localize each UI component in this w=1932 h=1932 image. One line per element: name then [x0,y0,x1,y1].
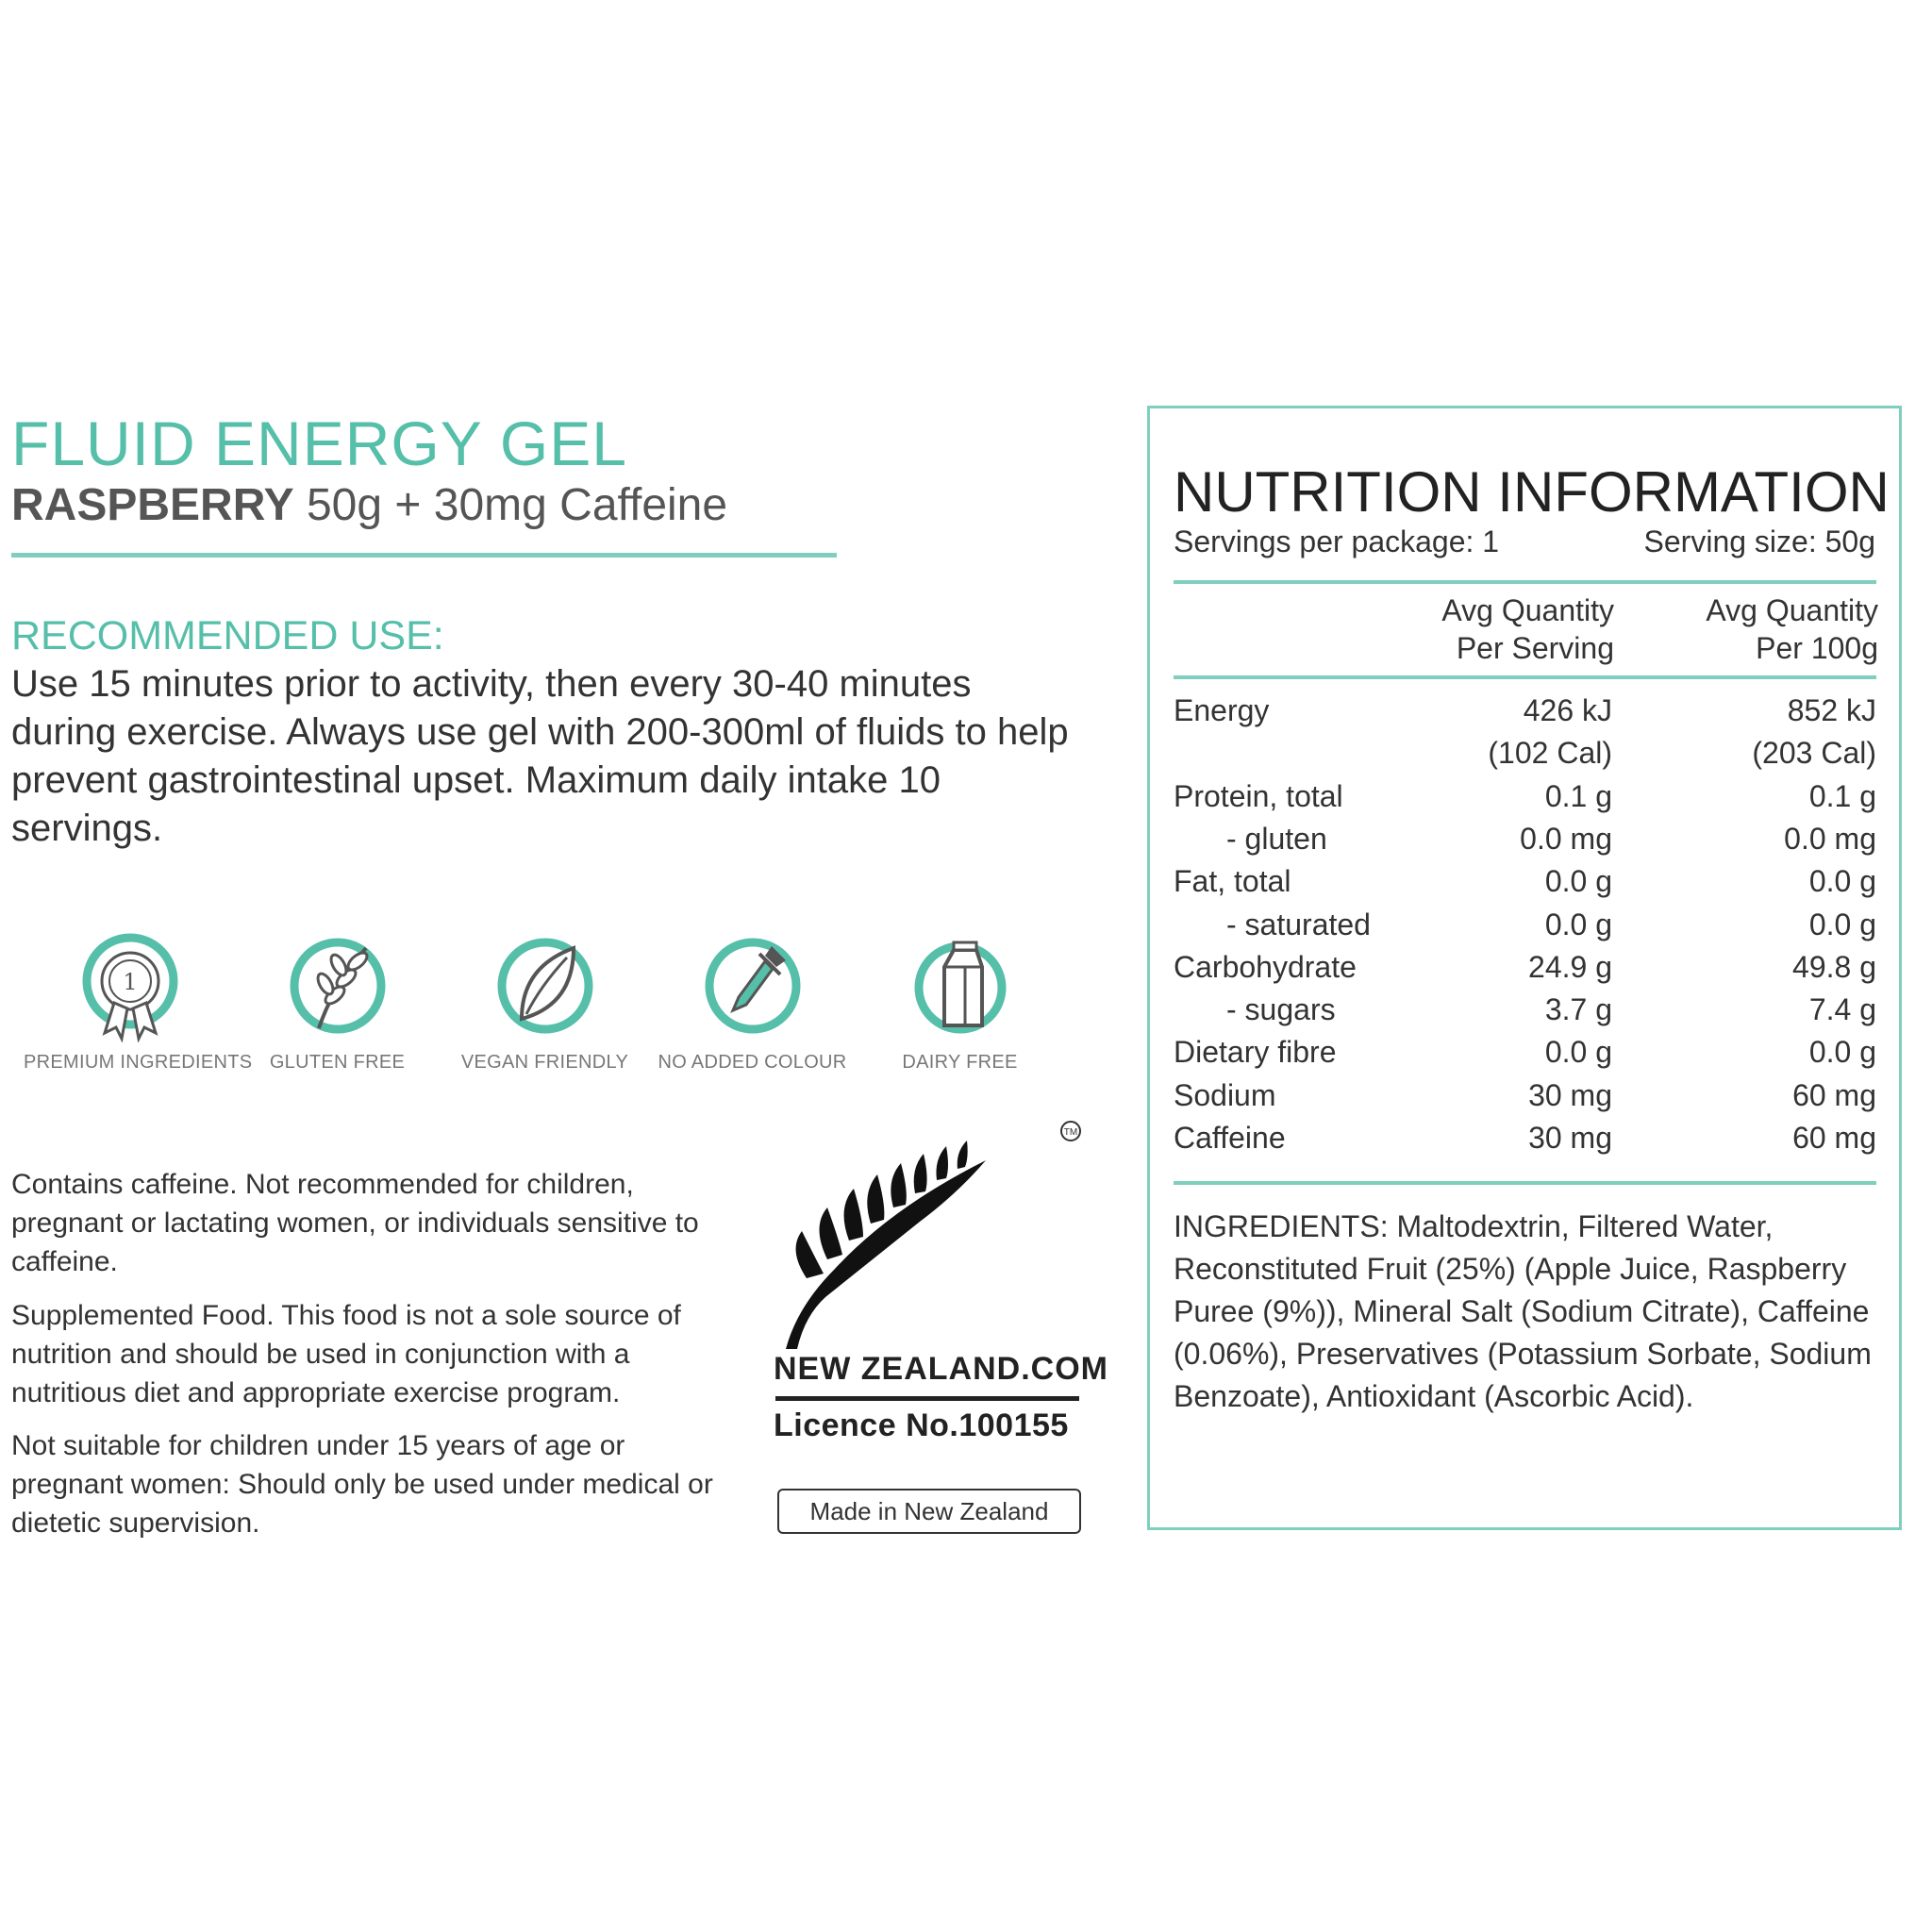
nutrition-divider-bottom [1174,1181,1876,1185]
dropper-icon [691,929,814,1042]
col2-line2: Per 100g [1756,631,1878,665]
per-serving-value: 0.0 g [1544,1035,1612,1070]
per-serving-value: 0.0 g [1544,864,1612,899]
table-row [1174,1035,1876,1077]
nutrition-divider-header [1174,675,1876,679]
per-serving-value: 426 kJ [1523,693,1612,727]
made-in-nz-badge: Made in New Zealand [777,1489,1081,1534]
recommended-use-heading: RECOMMENDED USE: [11,613,444,658]
per-100g-value: 0.1 g [1808,778,1876,813]
per-100g-value: 0.0 g [1808,864,1876,899]
award-ribbon-icon [69,929,192,1042]
warning-supplemented-food: Supplemented Food. This food is not a sole source of nutrition and should be used in conjunction with a nutritious diet and appropriate exercise program. [11,1300,681,1408]
badge-vegan [439,929,651,1074]
product-title: FLUID ENERGY GEL [11,408,627,478]
col-header-per-serving [1441,591,1614,667]
recommended-use-text: Use 15 minutes prior to activity, then every 30-40 minutes during exercise. Always use gel with 200-300ml of fluids to help prevent gastrointestinal upset. Maximum daily intake 10 servings. [11,663,1069,849]
nutrient-label: Caffeine [1174,1121,1286,1155]
per-100g-value: 0.0 mg [1784,821,1876,856]
svg-text:1: 1 [122,969,138,995]
table-row [1174,822,1876,864]
size-caffeine-label: 50g + 30mg Caffeine [306,480,728,530]
servings-per-package: Servings per package: 1 [1174,525,1500,558]
fern-logo [769,1118,1090,1354]
badge-label: NO ADDED COLOUR [658,1052,847,1073]
nutrient-label: Dietary fibre [1174,1035,1337,1070]
product-subtitle [11,479,727,531]
nutrient-label: - gluten [1226,821,1327,856]
per-serving-value: 30 mg [1528,1077,1612,1112]
trademark-mark: TM [1063,1127,1078,1138]
leaf-icon [484,929,607,1042]
flavour-label: RASPBERRY [11,480,294,530]
badge-label: DAIRY FREE [902,1052,1018,1073]
nutrient-label: - sugars [1226,992,1336,1027]
table-row [1174,693,1876,736]
table-row [1174,950,1876,992]
badge-no-colour [646,929,858,1074]
nutrition-title: NUTRITION INFORMATION [1174,460,1890,524]
ingredients-text: INGREDIENTS: Maltodextrin, Filtered Water, Reconstituted Fruit (25%) (Apple Juice, Raspberry Puree (9%)), Mineral Salt (Sodium Citrate), Caffeine (0.06%), Preservatives (Potassium Sorbate, Sodium Benzoate), Antioxidant (Ascorbic Acid). [1174,1209,1872,1413]
table-row [1174,908,1876,950]
per-serving-value: (102 Cal) [1488,736,1612,771]
wheat-icon [276,929,399,1042]
per-100g-value: 0.0 g [1808,1035,1876,1070]
col2-line1: Avg Quantity [1706,593,1878,627]
nz-divider [775,1396,1079,1401]
nutrient-label: Energy [1174,693,1270,727]
table-row [1174,1078,1876,1121]
title-divider [11,553,837,558]
warning-caffeine: Contains caffeine. Not recommended for children, pregnant or lactating women, or individuals sensitive to caffeine. [11,1169,699,1277]
badge-gluten-free [231,929,443,1074]
table-row [1174,736,1876,778]
nutrient-label: Protein, total [1174,778,1343,813]
badge-label: VEGAN FRIENDLY [460,1052,629,1073]
badge-label: PREMIUM INGREDIENTS [24,1052,253,1073]
per-serving-value: 0.0 g [1544,907,1612,941]
per-serving-value: 3.7 g [1544,992,1612,1027]
nutrient-label: - saturated [1226,907,1371,941]
per-100g-value: 60 mg [1792,1121,1876,1155]
per-serving-value: 0.0 mg [1520,821,1612,856]
per-100g-value: 7.4 g [1808,992,1876,1027]
milk-carton-icon [899,929,1022,1042]
table-row [1174,864,1876,907]
col-header-per-100g [1706,591,1878,667]
licence-text: Licence No.100155 [774,1407,1069,1443]
nutrient-label: Carbohydrate [1174,949,1357,984]
per-100g-value: (203 Cal) [1752,736,1876,771]
per-100g-value: 0.0 g [1808,907,1876,941]
col1-line2: Per Serving [1456,631,1614,665]
table-row [1174,1121,1876,1163]
per-serving-value: 24.9 g [1528,949,1612,984]
per-100g-value: 60 mg [1792,1077,1876,1112]
col1-line1: Avg Quantity [1441,593,1614,627]
table-row [1174,779,1876,822]
per-100g-value: 852 kJ [1787,693,1876,727]
nutrient-label: Sodium [1174,1077,1276,1112]
badge-label: GLUTEN FREE [269,1052,406,1073]
nutrition-divider-top [1174,580,1876,584]
table-row [1174,992,1876,1035]
warning-children: Not suitable for children under 15 years of age or pregnant women: Should only be used under medical or dietetic supervision. [11,1430,713,1539]
per-serving-value: 0.1 g [1544,778,1612,813]
per-serving-value: 30 mg [1528,1121,1612,1155]
nutrient-label: Fat, total [1174,864,1291,899]
badge-dairy-free [854,929,1066,1074]
serving-size: Serving size: 50g [1643,525,1875,558]
nz-site-text: NEW ZEALAND.COM [774,1351,1108,1387]
per-100g-value: 49.8 g [1792,949,1876,984]
badge-premium [24,929,253,1074]
badge-row [0,929,1038,1080]
